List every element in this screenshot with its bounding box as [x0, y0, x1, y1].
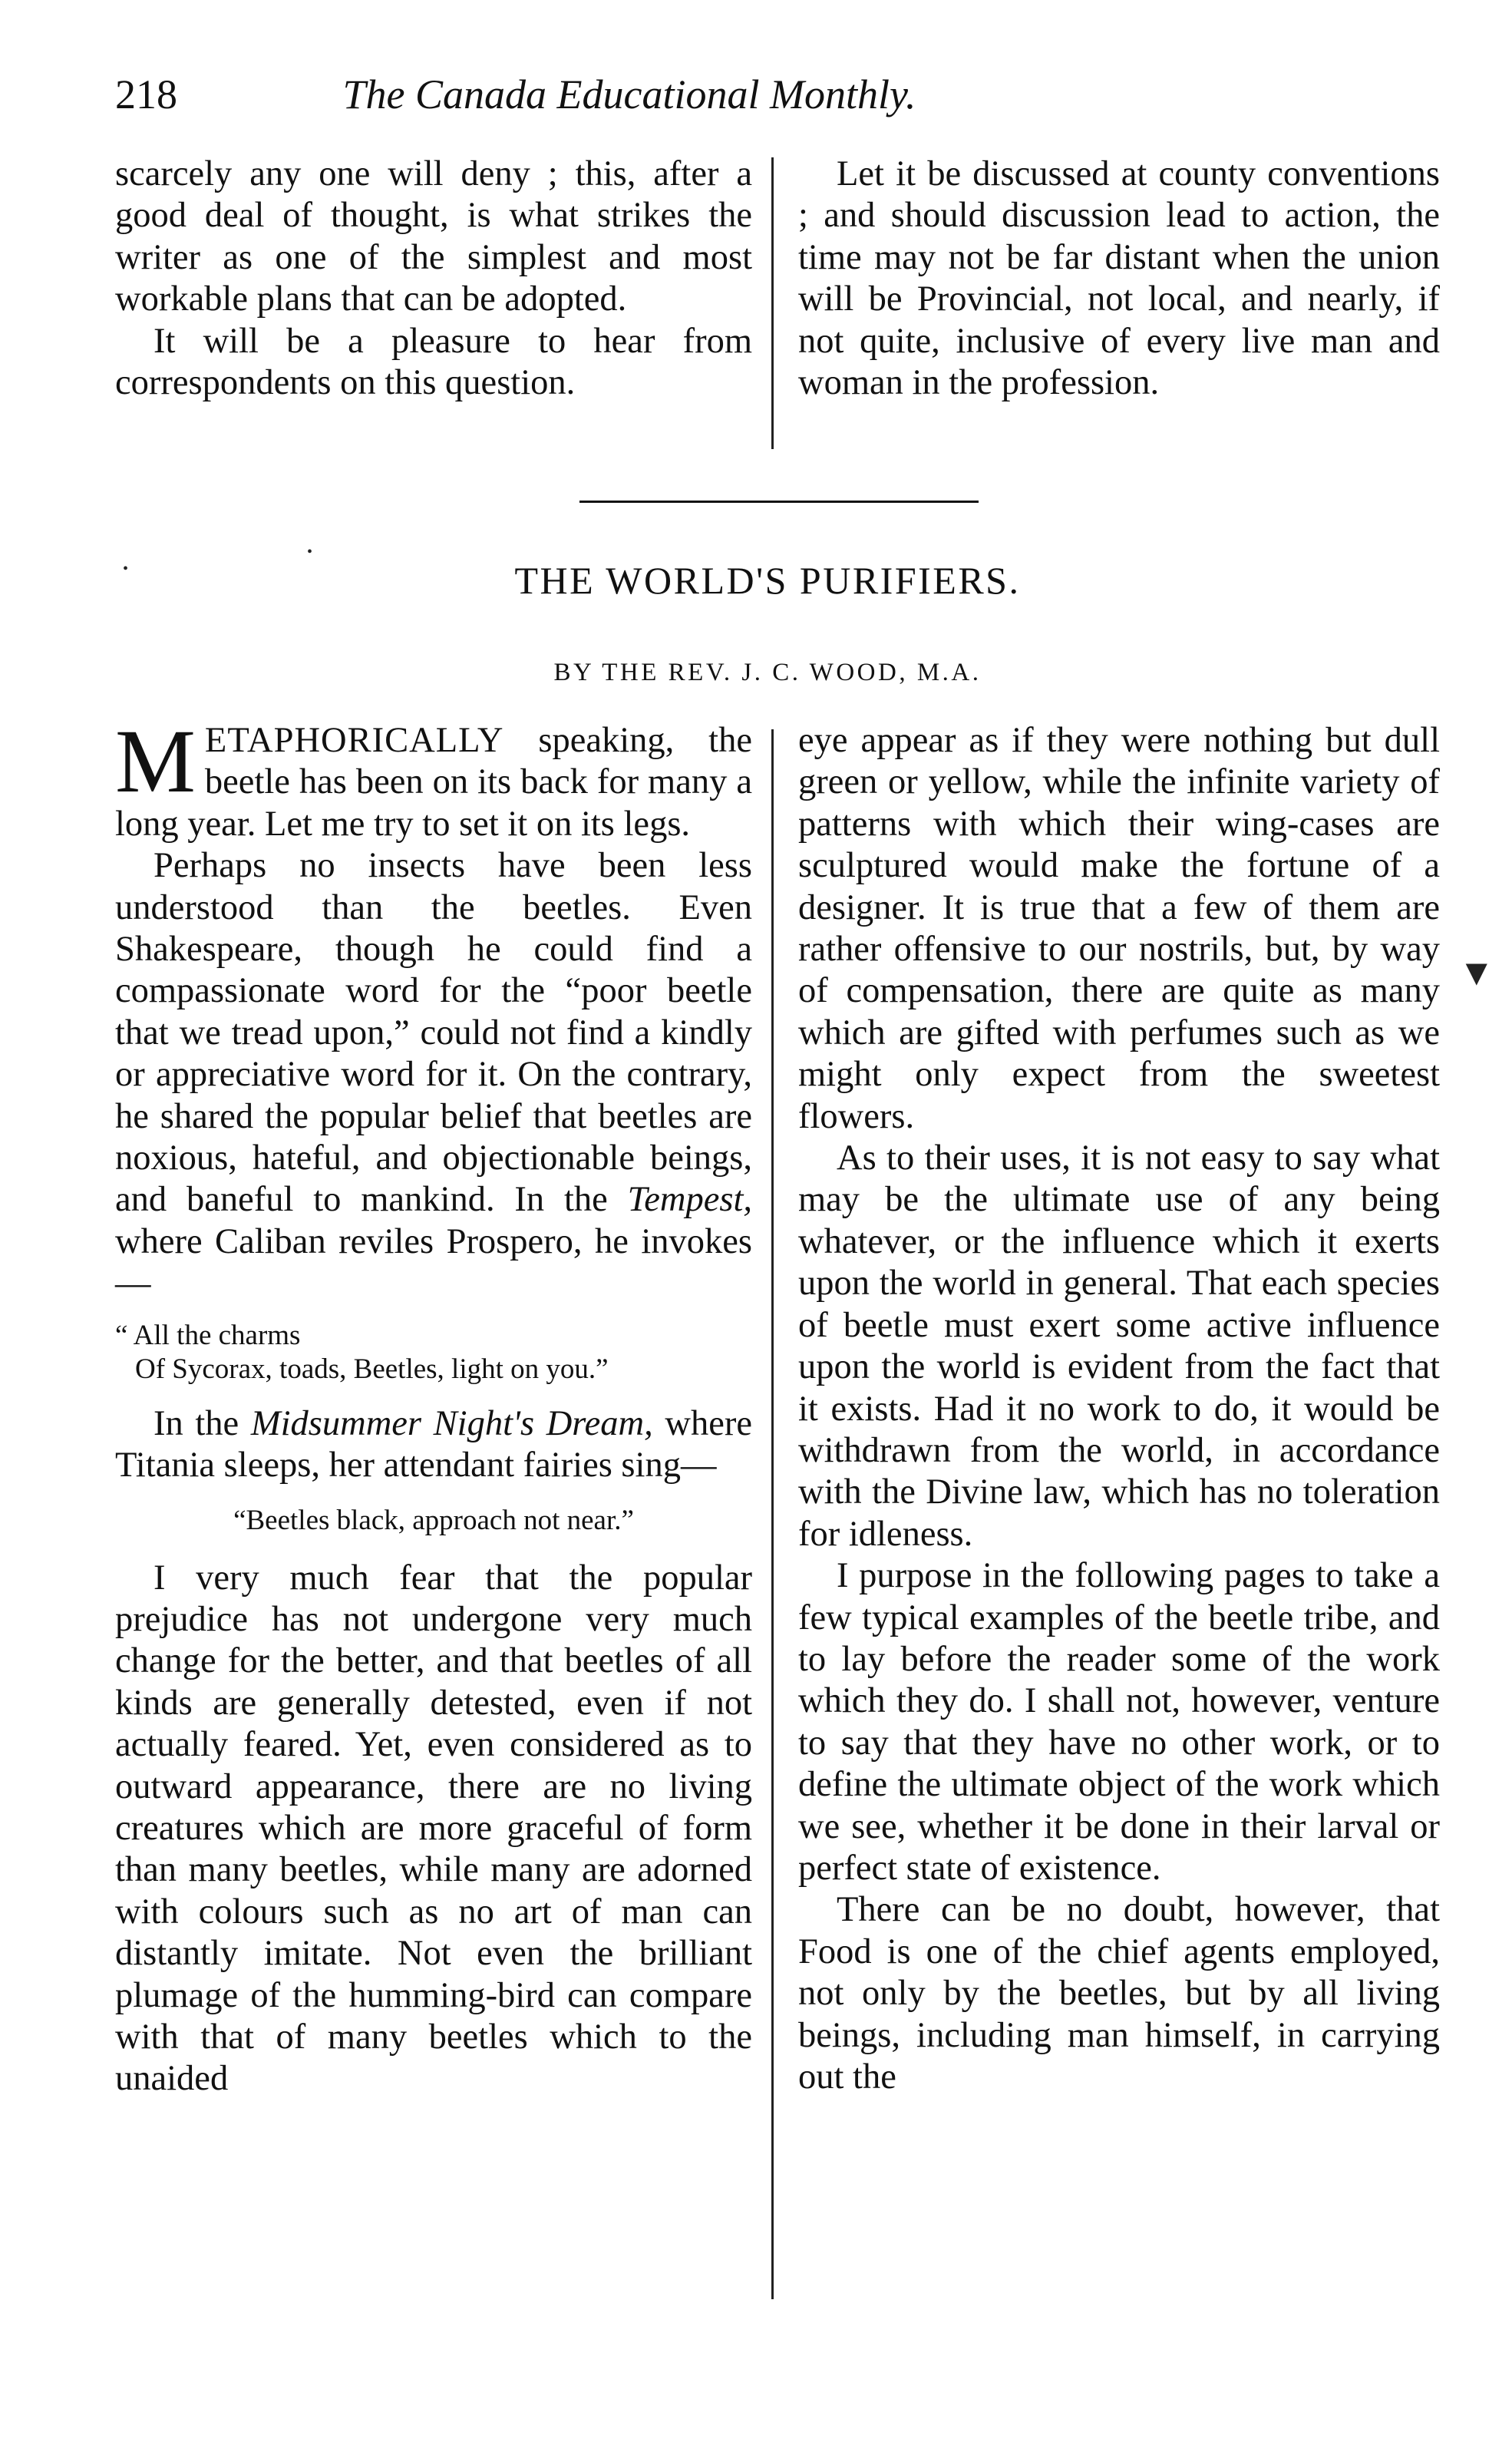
- ink-speck: •: [307, 544, 313, 560]
- page-number: 218: [115, 71, 177, 117]
- article-left-column: [115, 711, 753, 2100]
- paragraph: scarcely any one will deny ; this, after a good deal of thought, is what strikes the writer as one of the simplest and most workable plans that can be adopted.: [115, 154, 752, 319]
- column-rule: [771, 157, 774, 449]
- paragraph: There can be no doubt, however, that Food is one of the chief agents employed, not only by the beetles, but by all living beings, including man himself, in carrying out the: [798, 1890, 1440, 2097]
- paragraph-text: where Titania sleeps, her attendant fairies sing—: [115, 1403, 753, 1485]
- article-right-column: [798, 720, 1440, 2098]
- previous-article-left-column: [115, 154, 752, 404]
- italic-title-midsummer: Midsummer Night's Dream,: [250, 1403, 653, 1443]
- quotation-midsummer: “Beetles black, approach not near.”: [233, 1504, 634, 1536]
- article-title: THE WORLD'S PURIFIERS.: [514, 559, 1021, 602]
- paragraph: I very much fear that the popular prejudice has not undergone very much change for the better, and that beetles of all kinds are generally detested, even if not actually feared. Yet, even considered as to outward appearance, there are no living creatures which are more graceful of form than many beetles, while many are adorned with colours such as no art of man can distantly imitate. Not even the brilliant plumage of the humming-bird can compare with that of many beetles which to the unaided: [115, 1558, 752, 2099]
- opening-paragraph: [115, 711, 752, 845]
- paragraph: [115, 845, 752, 1304]
- previous-article-right-column: [798, 154, 1440, 404]
- paragraph-text: Perhaps no insects have been less understood than the beetles. Even Shakespeare, though he could find a compassionate word for the “poor beetle that we tread upon,” could not find a kindly or appreciative word for it. On the contrary, he shared the popular belief that beetles are noxious, hateful, and objectionable beings, and baneful to mankind. In the: [115, 846, 752, 1220]
- paragraph: I purpose in the following pages to take a few typical examples of the beetle tribe, and to lay before the reader some of the work which they do. I shall not, however, venture to say that they have no other work, or to define the ultimate object of the work which we see, whether it be done in their larval or perfect state of existence.: [798, 1556, 1440, 1888]
- quotation-tempest: [115, 1319, 752, 1386]
- section-separator: [579, 501, 979, 503]
- paragraph-text: where Caliban reviles Prospero, he invokes—: [115, 1221, 752, 1304]
- paragraph: eye appear as if they were nothing but dull green or yellow, while the infinite variety of patterns with which their wing-cases are sculptured would make the fortune of a designer. It is true that a few of them are rather offensive to our nostrils, but, by way of compensation, there are quite as many which are gifted with perfumes such as we might only expect from the sweetest flowers.: [798, 721, 1440, 1136]
- quote-line: “ All the charms: [115, 1319, 301, 1351]
- opening-text: speaking, the beetle has been on its back for many a long year. Let me try to set it on its legs.: [115, 721, 752, 844]
- paragraph: [115, 1403, 752, 1487]
- paragraph-text: In the: [154, 1403, 251, 1443]
- opening-words: ETAPHORICALLY: [204, 721, 504, 760]
- quote-line: Of Sycorax, toads, Beetles, light on you.”: [135, 1353, 609, 1385]
- ink-speck: •: [123, 560, 129, 577]
- column-rule: [771, 729, 774, 2299]
- article-byline: BY THE REV. J. C. WOOD, M.A.: [553, 659, 982, 686]
- journal-title: The Canada Educational Monthly.: [342, 71, 916, 117]
- paragraph: It will be a pleasure to hear from correspondents on this question.: [115, 321, 752, 403]
- drop-cap: M: [115, 711, 196, 811]
- paragraph: Let it be discussed at county conventions ; and should discussion lead to action, the time may not be far distant when the union will be Provincial, not local, and nearly, if not quite, inclusive of every live man and woman in the profession.: [798, 154, 1440, 403]
- margin-mark: ▼: [1458, 953, 1495, 993]
- running-head: [115, 71, 1144, 124]
- paragraph: As to their uses, it is not easy to say what may be the ultimate use of any being whatever, or the influence which it exerts upon the world in general. That each species of beetle must exert some active influence upon the world is evident from the fact that it exists. Had it no work to do, it would be withdrawn from the world, in accordance with the Divine law, which has no toleration for idleness.: [798, 1138, 1440, 1554]
- italic-title-tempest: Tempest,: [627, 1180, 752, 1220]
